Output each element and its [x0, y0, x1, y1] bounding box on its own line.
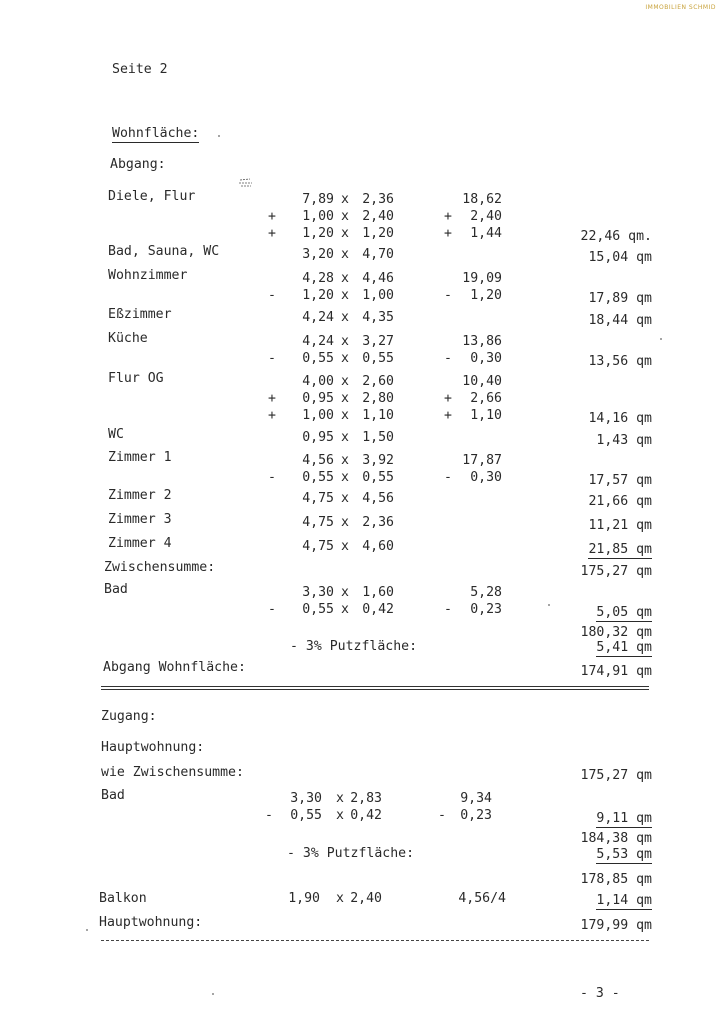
room-row-c: 1,10: [470, 408, 502, 423]
room-row-op: +: [268, 391, 276, 406]
room-row-name: Flur OG: [108, 371, 164, 386]
wie-zwischensumme-label: wie Zwischensumme:: [101, 765, 244, 780]
room-row-op: +: [268, 209, 276, 224]
balkon-total: 1,14 qm: [596, 893, 652, 908]
room-row-b: 4,70: [362, 247, 394, 262]
section-title: Wohnfläche:: [112, 126, 200, 141]
abgang-bad-a: 0,55: [302, 602, 334, 617]
room-row-op: -: [268, 288, 276, 303]
zugang-bad-name: Bad: [101, 788, 125, 803]
zugang-bad-b: 2,83: [350, 791, 382, 806]
abgang-bad-cop: -: [444, 602, 452, 617]
double-rule: [101, 686, 649, 687]
room-row-a: 1,20: [302, 288, 334, 303]
room-row-cop: +: [444, 391, 452, 406]
balkon-b: 2,40: [350, 891, 382, 906]
room-row-b: 2,36: [362, 192, 394, 207]
room-row-x: x: [341, 209, 349, 224]
room-row-total: 17,57 qm: [588, 473, 652, 488]
abgang-bad-b: 1,60: [362, 585, 394, 600]
room-row-x: x: [341, 288, 349, 303]
room-row-x: x: [341, 226, 349, 241]
abgang-bad-x: x: [341, 602, 349, 617]
room-row-total: 15,04 qm: [588, 250, 652, 265]
room-row-cop: -: [444, 288, 452, 303]
room-row-cop: -: [444, 470, 452, 485]
room-row-total: 1,43 qm: [596, 433, 652, 448]
wie-zwischensumme-total: 175,27 qm: [580, 768, 652, 783]
room-row-a: 4,00: [302, 374, 334, 389]
room-row-name: Zimmer 3: [108, 512, 172, 527]
room-row-b: 2,36: [362, 515, 394, 530]
hauptwohnung-label: Hauptwohnung:: [101, 740, 205, 755]
room-row-total: 18,44 qm: [588, 313, 652, 328]
room-row-c: 0,30: [470, 351, 502, 366]
room-row-x: x: [341, 470, 349, 485]
room-row-op: +: [268, 408, 276, 423]
room-row-b: 0,55: [362, 351, 394, 366]
page-header: Seite 2: [112, 62, 168, 77]
room-row-x: x: [341, 539, 349, 554]
room-row-total: 21,66 qm: [588, 494, 652, 509]
room-row-op: +: [268, 226, 276, 241]
room-row-x: x: [341, 408, 349, 423]
zugang-bad-a: 3,30: [290, 791, 322, 806]
room-row-x: x: [341, 351, 349, 366]
abgang-bad-total: 5,05 qm: [596, 605, 652, 620]
room-row-x: x: [341, 515, 349, 530]
room-row-c: 1,20: [470, 288, 502, 303]
room-row-c: 1,44: [470, 226, 502, 241]
room-row-a: 0,95: [302, 430, 334, 445]
abgang-bad-b: 0,42: [362, 602, 394, 617]
zugang-putz-total: 5,53 qm: [596, 847, 652, 862]
abgang-sum-total: 180,32 qm: [580, 625, 652, 640]
room-row-a: 4,24: [302, 334, 334, 349]
balkon-a: 1,90: [288, 891, 320, 906]
zugang-putz-label: - 3% Putzfläche:: [287, 846, 415, 861]
room-row-x: x: [341, 430, 349, 445]
abgang-bad-op: -: [268, 602, 276, 617]
room-row-total: 14,16 qm: [588, 411, 652, 426]
zugang-bad-c: 9,34: [460, 791, 492, 806]
zugang-bad-x: x: [336, 808, 344, 823]
hauptwohnung-result-label: Hauptwohnung:: [99, 915, 203, 930]
abgang-label: Abgang:: [110, 157, 166, 172]
room-row-a: 1,00: [302, 209, 334, 224]
room-row-a: 4,24: [302, 310, 334, 325]
room-row-cop: +: [444, 209, 452, 224]
room-row-a: 4,56: [302, 453, 334, 468]
speck: [212, 993, 214, 995]
room-row-op: -: [268, 470, 276, 485]
abgang-bad-a: 3,30: [302, 585, 334, 600]
room-row-name: WC: [108, 427, 124, 442]
room-row-name: Küche: [108, 331, 148, 346]
abgang-bad-c: 5,28: [470, 585, 502, 600]
room-row-x: x: [341, 192, 349, 207]
room-row-c: 17,87: [462, 453, 502, 468]
room-row-a: 0,95: [302, 391, 334, 406]
speck: [86, 929, 88, 931]
room-row-name: Bad, Sauna, WC: [108, 244, 220, 259]
room-row-x: x: [341, 453, 349, 468]
watermark-logo: IMMOBILIEN SCHMID: [645, 4, 716, 11]
room-row-a: 4,28: [302, 271, 334, 286]
zugang-bad-total: 9,11 qm: [596, 811, 652, 826]
room-row-cop: +: [444, 408, 452, 423]
room-row-c: 13,86: [462, 334, 502, 349]
room-row-total: 11,21 qm: [588, 518, 652, 533]
room-row-a: 4,75: [302, 515, 334, 530]
hauptwohnung-result-total: 179,99 qm: [580, 918, 652, 933]
room-row-name: Zimmer 1: [108, 450, 172, 465]
room-row-a: 1,00: [302, 408, 334, 423]
room-row-b: 2,60: [362, 374, 394, 389]
abgang-bad-x: x: [341, 585, 349, 600]
room-row-op: -: [268, 351, 276, 366]
room-row-b: 4,60: [362, 539, 394, 554]
room-row-b: 4,35: [362, 310, 394, 325]
abgang-bad-name: Bad: [104, 582, 128, 597]
zwischensumme-label: Zwischensumme:: [104, 560, 216, 575]
zugang-bad-a: 0,55: [290, 808, 322, 823]
zugang-bad-cop: -: [438, 808, 446, 823]
room-row-b: 4,46: [362, 271, 394, 286]
room-row-x: x: [341, 271, 349, 286]
zugang-bad-op: -: [265, 808, 273, 823]
room-row-c: 10,40: [462, 374, 502, 389]
room-row-total: 21,85 qm: [588, 542, 652, 557]
room-row-x: x: [341, 491, 349, 506]
room-row-b: 3,92: [362, 453, 394, 468]
zugang-after-putz: 178,85 qm: [580, 872, 652, 887]
scribble-mark-icon: [238, 178, 254, 188]
room-row-name: Zimmer 2: [108, 488, 172, 503]
zugang-bad-x: x: [336, 791, 344, 806]
room-row-x: x: [341, 310, 349, 325]
room-row-x: x: [341, 374, 349, 389]
speck: [548, 604, 550, 606]
room-row-x: x: [341, 247, 349, 262]
room-row-a: 7,89: [302, 192, 334, 207]
abgang-putz-label: - 3% Putzfläche:: [290, 639, 418, 654]
room-row-b: 1,10: [362, 408, 394, 423]
room-row-name: Diele, Flur: [108, 189, 196, 204]
room-row-c: 2,66: [470, 391, 502, 406]
speck: [218, 135, 220, 137]
room-row-c: 18,62: [462, 192, 502, 207]
room-row-c: 19,09: [462, 271, 502, 286]
room-row-a: 4,75: [302, 491, 334, 506]
room-row-c: 0,30: [470, 470, 502, 485]
room-row-name: Wohnzimmer: [108, 268, 188, 283]
room-row-b: 1,50: [362, 430, 394, 445]
room-row-b: 3,27: [362, 334, 394, 349]
room-row-b: 4,56: [362, 491, 394, 506]
room-row-total: 13,56 qm: [588, 354, 652, 369]
room-row-b: 0,55: [362, 470, 394, 485]
balkon-c: 4,56/4: [458, 891, 506, 906]
room-row-x: x: [341, 334, 349, 349]
abgang-result-total: 174,91 qm: [580, 664, 652, 679]
dashed-rule: [101, 940, 649, 941]
speck: [660, 338, 662, 340]
room-row-a: 1,20: [302, 226, 334, 241]
room-row-b: 1,20: [362, 226, 394, 241]
room-row-name: Zimmer 4: [108, 536, 172, 551]
room-row-a: 0,55: [302, 470, 334, 485]
room-row-b: 2,80: [362, 391, 394, 406]
room-row-x: x: [341, 391, 349, 406]
zugang-label: Zugang:: [101, 709, 157, 724]
page-number: - 3 -: [580, 986, 620, 1001]
zugang-bad-c: 0,23: [460, 808, 492, 823]
abgang-bad-c: 0,23: [470, 602, 502, 617]
room-row-a: 4,75: [302, 539, 334, 554]
zugang-bad-b: 0,42: [350, 808, 382, 823]
room-row-a: 0,55: [302, 351, 334, 366]
zwischensumme-total: 175,27 qm: [580, 564, 652, 579]
room-row-total: 22,46 qm.: [580, 229, 652, 244]
room-row-name: Eßzimmer: [108, 307, 172, 322]
balkon-x: x: [336, 891, 344, 906]
room-row-cop: +: [444, 226, 452, 241]
room-row-b: 2,40: [362, 209, 394, 224]
abgang-result-label: Abgang Wohnfläche:: [103, 660, 246, 675]
balkon-label: Balkon: [99, 891, 147, 906]
zugang-sum-total: 184,38 qm: [580, 831, 652, 846]
room-row-total: 17,89 qm: [588, 291, 652, 306]
abgang-putz-total: 5,41 qm: [596, 640, 652, 655]
room-row-b: 1,00: [362, 288, 394, 303]
room-row-c: 2,40: [470, 209, 502, 224]
room-row-cop: -: [444, 351, 452, 366]
room-row-a: 3,20: [302, 247, 334, 262]
